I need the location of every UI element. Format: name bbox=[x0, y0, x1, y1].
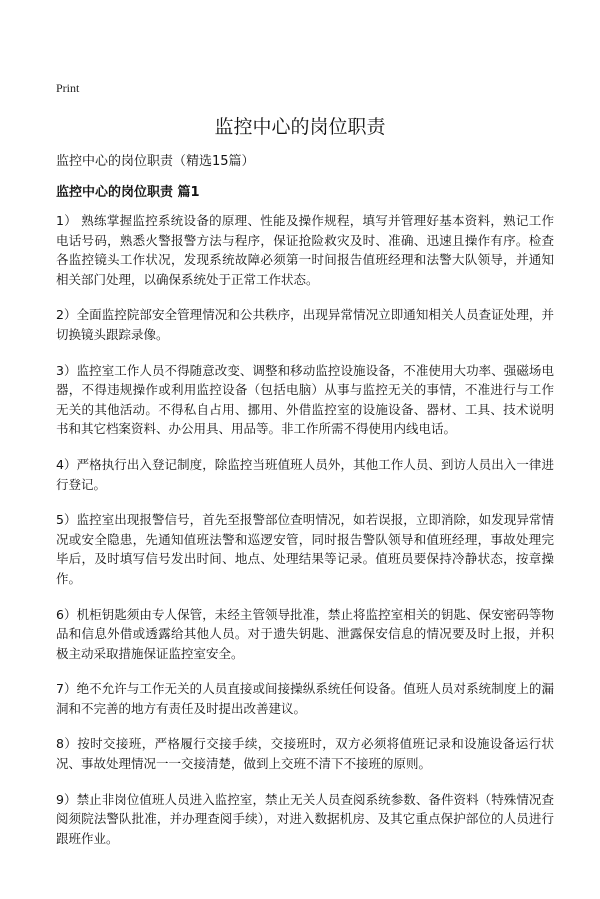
duty-item-4: 4）严格执行出入登记制度，除监控当班值班人员外，其他工作人员、到访人员出入一律进行登记。 bbox=[56, 456, 554, 492]
print-link[interactable]: Print bbox=[56, 81, 80, 95]
duty-item-3: 3）监控室工作人员不得随意改变、调整和移动监控设施设备，不准使用大功率、强磁场电器，不得违规操作或利用监控设备（包括电脑）从事与监控无关的事情，不准进行与工作无关的其他活动。不得私自占用、挪用、外借监控室的设施设备、器材、工具、技术说明书和其它档案资料、办公用具、用品等。非工作所需不得使用内线电话。 bbox=[56, 362, 554, 437]
duty-item-8: 8）按时交接班，严格履行交接手续，交接班时，双方必须将值班记录和设施设备运行状况、事故处理情况一一交接清楚，做到上交班不清下不接班的原则。 bbox=[56, 736, 554, 772]
duty-item-6: 6）机柜钥匙须由专人保管，未经主管领导批准，禁止将监控室相关的钥匙、保安密码等物品和信息外借或透露给其他人员。对于遗失钥匙、泄露保安信息的情况要及时上报，并积极主动采取措施保证监控室安全。 bbox=[56, 606, 554, 661]
duty-item-9: 9）禁止非岗位值班人员进入监控室，禁止无关人员查阅系统参数、备件资料（特殊情况查阅须院法警队批准，并办理查阅手续），对进入数据机房、及其它重点保护部位的人员进行跟班作业。 bbox=[56, 791, 554, 846]
duty-item-2: 2）全面监控院部安全管理情况和公共秩序，出现异常情况立即通知相关人员查证处理，并切换镜头跟踪录像。 bbox=[56, 307, 554, 342]
page-title: 监控中心的岗位职责 bbox=[214, 116, 386, 138]
duty-item-1: 1） 熟练掌握监控系统设备的原理、性能及操作规程，填写并管理好基本资料，熟记工作电话号码，熟悉火警报警方法与程序，保证抢险救灾及时、准确、迅速且操作有序。检查各监控镜头工作状况，发现系统故障必须第一时间报告值班经理和法警大队领导，并通知相关部门处理，以确保系统处于正常工作状态。 bbox=[56, 213, 554, 287]
document-subtitle: 监控中心的岗位职责（精选15篇） bbox=[56, 154, 255, 169]
duty-item-7: 7）绝不允许与工作无关的人员直接或间接操纵系统任何设备。值班人员对系统制度上的漏洞和不完善的地方有责任及时提出改善建议。 bbox=[56, 681, 554, 716]
duty-item-5: 5）监控室出现报警信号，首先至报警部位查明情况，如若误报，立即消除，如发现异常情况或安全隐患，先通知值班法警和巡逻安管，同时报告警队领导和值班经理，事故处理完毕后，及时填写信号发出时间、地点、处理结果等记录。值班员要保持冷静状态，按章操作。 bbox=[56, 512, 554, 586]
duty-list bbox=[56, 211, 554, 864]
section-heading: 监控中心的岗位职责 篇1 bbox=[56, 185, 200, 200]
